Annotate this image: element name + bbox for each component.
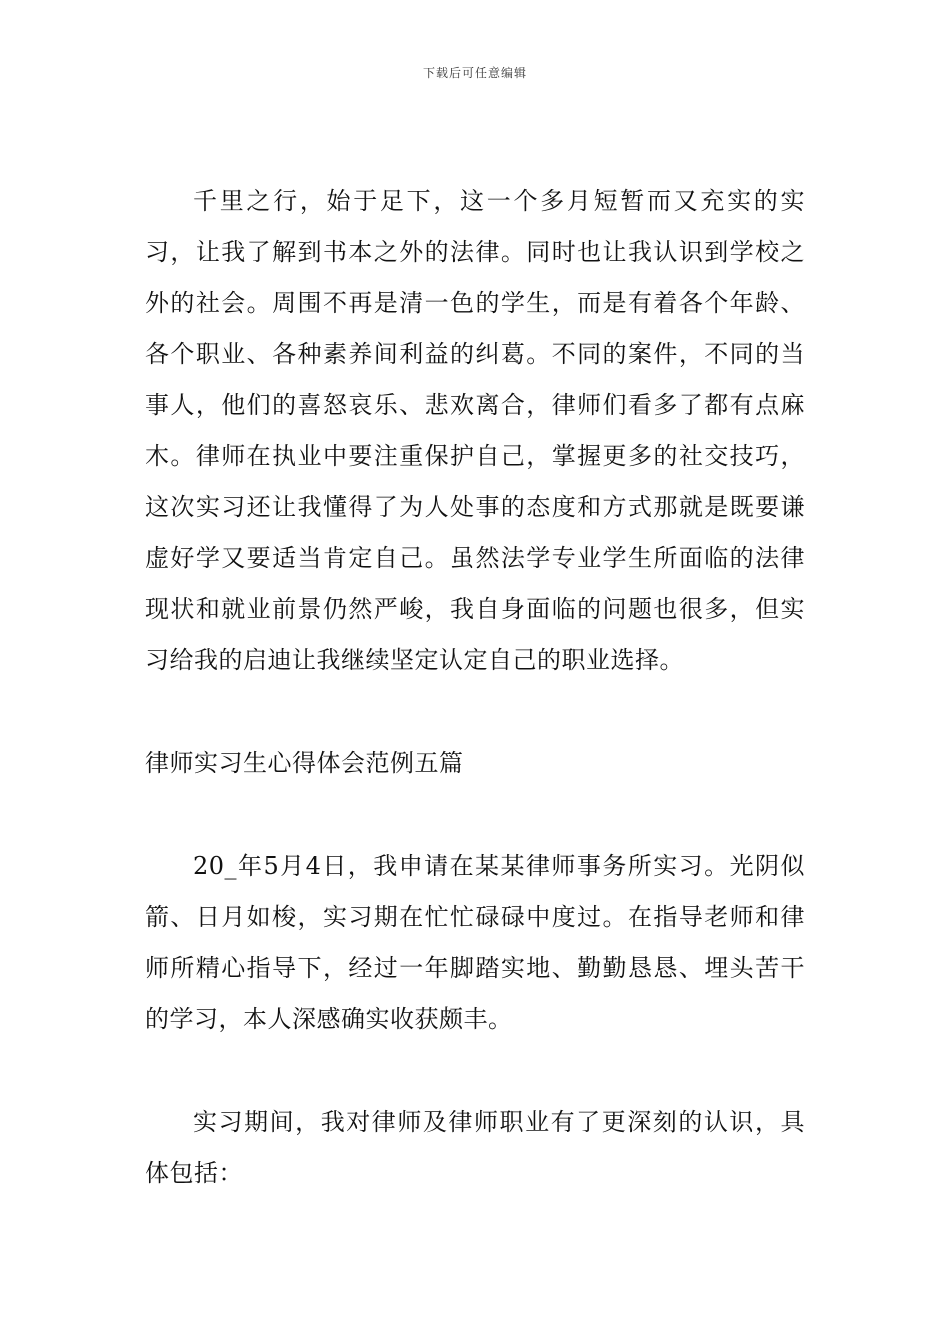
header-note: 下载后可任意编辑	[422, 66, 527, 80]
paragraph-spacer	[145, 789, 805, 841]
section-heading: 律师实习生心得体会范例五篇	[145, 749, 464, 777]
paragraph-spacer	[145, 1045, 805, 1097]
paragraph-3: 实习期间，我对律师及律师职业有了更深刻的认识，具体包括：	[145, 1108, 805, 1187]
paragraph-2: 20_年5月4日，我申请在某某律师事务所实习。光阴似箭、日月如梭，实习期在忙忙碌碌中度过。在指导老师和律师所精心指导下，经过一年脚踏实地、勤勤恳恳、埋头苦干的学习，本人深感确实收获颇丰。	[145, 852, 805, 1033]
paragraph-spacer	[145, 686, 805, 738]
document-body	[145, 176, 805, 1199]
paragraph-1: 千里之行，始于足下，这一个多月短暂而又充实的实习，让我了解到书本之外的法律。同时也让我认识到学校之外的社会。周围不再是清一色的学生，而是有着各个年龄、各个职业、各种素养间利益的纠葛。不同的案件，不同的当事人，他们的喜怒哀乐、悲欢离合，律师们看多了都有点麻木。律师在执业中要注重保护自己，掌握更多的社交技巧，这次实习还让我懂得了为人处事的态度和方式那就是既要谦虚好学又要适当肯定自己。虽然法学专业学生所面临的法律现状和就业前景仍然严峻，我自身面临的问题也很多，但实习给我的启迪让我继续坚定认定自己的职业选择。	[145, 187, 805, 674]
